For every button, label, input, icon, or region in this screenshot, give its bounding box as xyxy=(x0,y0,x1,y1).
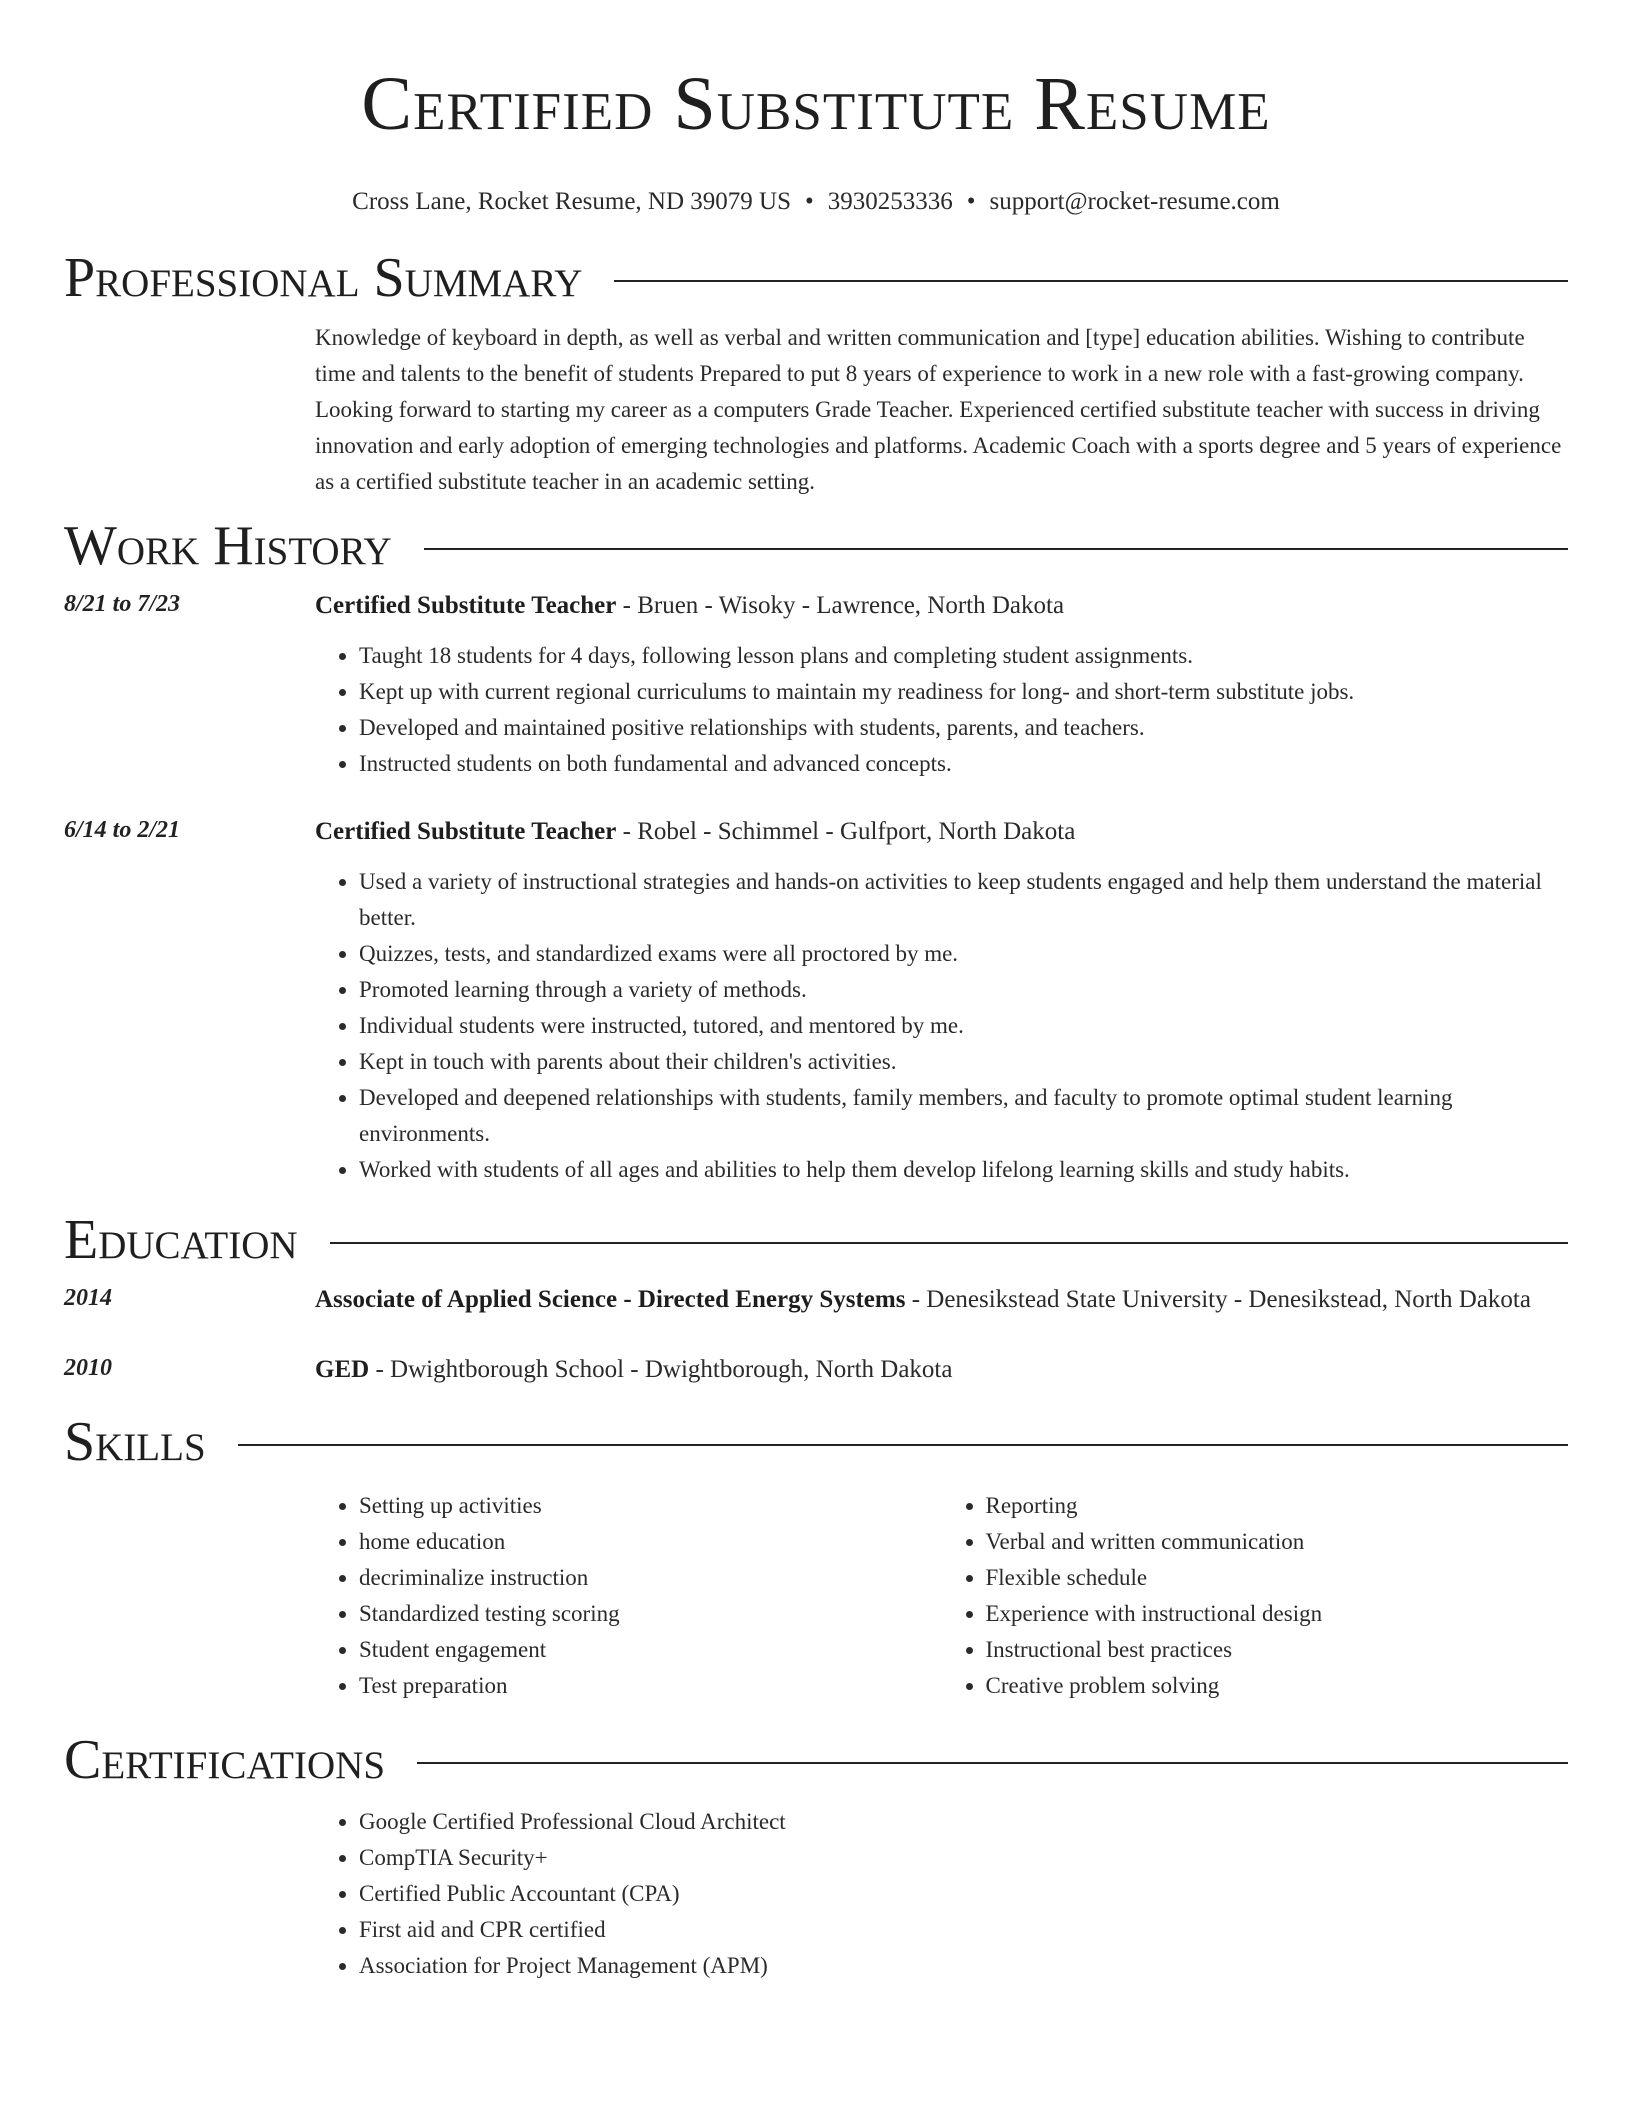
skill-item: • Verbal and written communication xyxy=(986,1524,1569,1560)
education-degree: Associate of Applied Science - Directed Energy Systems xyxy=(315,1286,906,1313)
certifications-list-wrapper xyxy=(315,1804,1568,1984)
skills-columns xyxy=(315,1488,1568,1704)
list-item: • Taught 18 students for 4 days, following lesson plans and completing student assignments. xyxy=(359,638,1568,674)
contact-line xyxy=(64,186,1568,218)
section-divider xyxy=(330,1242,1568,1244)
skill-item: • Creative problem solving xyxy=(986,1668,1569,1704)
certifications-section-header xyxy=(64,1728,1568,1792)
list-item: • Developed and deepened relationships with students, family members, and faculty to promote optimal student learning environments. xyxy=(359,1080,1568,1152)
job-details: - Bruen - Wisoky - Lawrence, North Dakota xyxy=(616,592,1065,619)
education-section-header xyxy=(64,1208,1568,1272)
job-bullets xyxy=(315,864,1568,1188)
skills-list-right xyxy=(942,1488,1569,1704)
certification-item: • Association for Project Management (APM) xyxy=(359,1948,1568,1984)
job-body xyxy=(315,586,1568,782)
education-degree: GED xyxy=(315,1356,370,1383)
contact-phone: 3930253336 xyxy=(827,188,953,215)
summary-text: Knowledge of keyboard in depth, as well as verbal and written communication and [type] education abilities. Wishing to contribute time and talents to the benefit of students Prepared to put 8 years of experience to work in a new role with a fast-growing company. Looking forward to starting my career as a computers Grade Teacher. Experienced certified substitute teacher with success in driving innovation and early adoption of emerging technologies and platforms. Academic Coach with a sports degree and 5 years of experience as a certified substitute teacher in an academic setting. xyxy=(315,325,1562,494)
education-details: - Denesikstead State University - Denesikstead, North Dakota xyxy=(905,1286,1531,1313)
list-item: • Promoted learning through a variety of methods. xyxy=(359,972,1568,1008)
job-title-line xyxy=(315,812,1568,852)
section-divider xyxy=(417,1762,1568,1764)
work-heading: Work History xyxy=(64,515,392,577)
skills-list-left xyxy=(315,1488,942,1704)
skill-item: • Flexible schedule xyxy=(986,1560,1569,1596)
list-item: • Kept in touch with parents about their children's activities. xyxy=(359,1044,1568,1080)
job-entry xyxy=(64,586,1568,782)
section-divider xyxy=(614,280,1568,282)
list-item: • Kept up with current regional curriculums to maintain my readiness for long- and short-term substitute jobs. xyxy=(359,674,1568,710)
list-item: • Instructed students on both fundamental and advanced concepts. xyxy=(359,746,1568,782)
job-bullets xyxy=(315,638,1568,782)
skill-item: • Test preparation xyxy=(359,1668,942,1704)
job-dates: 8/21 to 7/23 xyxy=(64,591,181,617)
skill-item: • Reporting xyxy=(986,1488,1569,1524)
job-title-line xyxy=(315,586,1568,626)
skill-item: • home education xyxy=(359,1524,942,1560)
education-heading: Education xyxy=(64,1209,298,1271)
job-title: Certified Substitute Teacher xyxy=(315,592,617,619)
skill-item: • decriminalize instruction xyxy=(359,1560,942,1596)
list-item: • Used a variety of instructional strategies and hands-on activities to keep students engaged and help them understand the material better. xyxy=(359,864,1568,936)
certifications-heading: Certifications xyxy=(64,1729,386,1791)
work-section-header xyxy=(64,514,1568,578)
education-entry xyxy=(64,1280,1568,1320)
job-entry xyxy=(64,812,1568,1188)
skills-section-header xyxy=(64,1410,1568,1474)
summary-heading: Professional Summary xyxy=(64,247,583,309)
education-line xyxy=(315,1280,1568,1320)
education-details: - Dwightborough School - Dwightborough, North Dakota xyxy=(369,1356,953,1383)
section-divider xyxy=(238,1444,1568,1446)
job-dates: 6/14 to 2/21 xyxy=(64,817,181,843)
list-item: • Developed and maintained positive relationships with students, parents, and teachers. xyxy=(359,710,1568,746)
contact-email: support@rocket-resume.com xyxy=(989,188,1280,215)
skill-item: • Experience with instructional design xyxy=(986,1596,1569,1632)
certifications-list xyxy=(315,1804,1568,1984)
certification-item: • Google Certified Professional Cloud Architect xyxy=(359,1804,1568,1840)
education-year: 2010 xyxy=(64,1355,112,1381)
education-year: 2014 xyxy=(64,1285,112,1311)
resume-name: Certified Substitute Resume xyxy=(361,62,1271,146)
list-item: • Individual students were instructed, tutored, and mentored by me. xyxy=(359,1008,1568,1044)
skill-item: • Student engagement xyxy=(359,1632,942,1668)
job-body xyxy=(315,812,1568,1188)
certification-item: • Certified Public Accountant (CPA) xyxy=(359,1876,1568,1912)
job-details: - Robel - Schimmel - Gulfport, North Dakota xyxy=(616,818,1076,845)
education-line xyxy=(315,1350,1568,1390)
certification-item: • First aid and CPR certified xyxy=(359,1912,1568,1948)
education-entry xyxy=(64,1350,1568,1390)
summary-section-header xyxy=(64,246,1568,310)
certification-item: • CompTIA Security+ xyxy=(359,1840,1568,1876)
contact-address: Cross Lane, Rocket Resume, ND 39079 US xyxy=(352,188,791,215)
job-title: Certified Substitute Teacher xyxy=(315,818,617,845)
section-divider xyxy=(424,548,1568,550)
skill-item: • Standardized testing scoring xyxy=(359,1596,942,1632)
list-item: • Worked with students of all ages and abilities to help them develop lifelong learning skills and study habits. xyxy=(359,1152,1568,1188)
skills-heading: Skills xyxy=(64,1411,206,1473)
skill-item: • Instructional best practices xyxy=(986,1632,1569,1668)
skill-item: • Setting up activities xyxy=(359,1488,942,1524)
contact-separator: • xyxy=(805,188,814,215)
contact-separator: • xyxy=(966,188,976,215)
list-item: • Quizzes, tests, and standardized exams were all proctored by me. xyxy=(359,936,1568,972)
